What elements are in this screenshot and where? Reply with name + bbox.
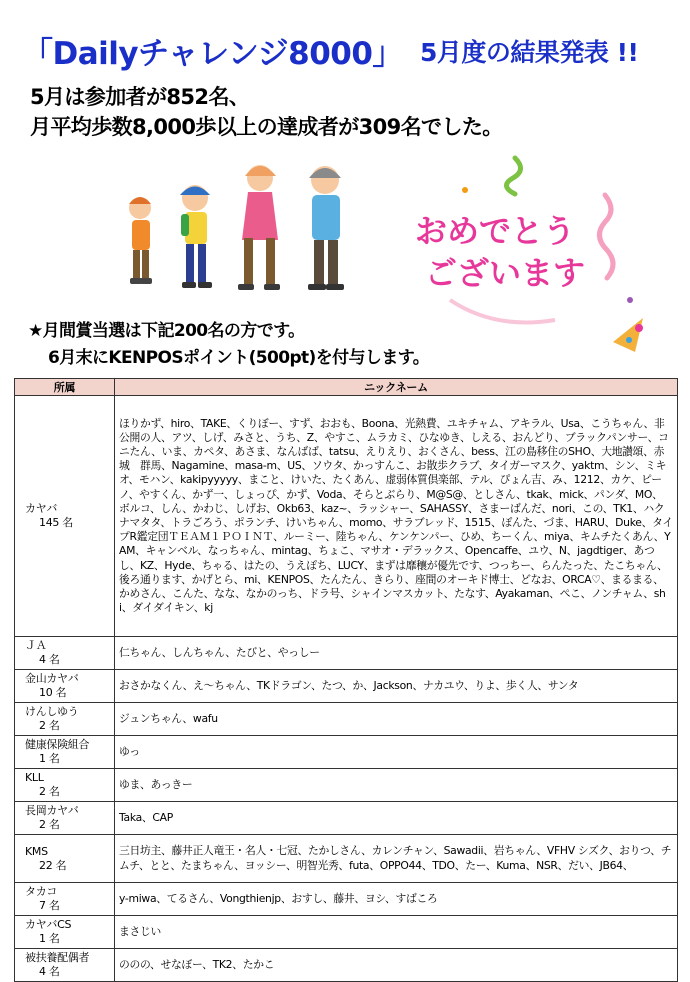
member-count: 4 名	[39, 965, 60, 978]
affiliation-name: カヤバ	[25, 502, 58, 515]
nicknames-cell: ゆっ	[115, 736, 678, 769]
table-header-row	[15, 379, 678, 396]
affiliation-name: ＪＡ	[25, 639, 47, 652]
affiliation-name: 長岡カヤバ	[25, 804, 79, 817]
affiliation-name: タカコ	[25, 885, 58, 898]
affiliation-cell	[15, 396, 115, 637]
affiliation-cell	[15, 949, 115, 982]
nicknames-cell: ジュンちゃん、wafu	[115, 703, 678, 736]
nicknames-cell: Taka、CAP	[115, 802, 678, 835]
challenge-title: 「Dailyチャレンジ8000」	[22, 36, 403, 72]
party-popper-icon	[613, 318, 643, 352]
member-count: 2 名	[39, 719, 60, 732]
nicknames-cell: ののの、せなぼー、TK2、たかこ	[115, 949, 678, 982]
member-count: 1 名	[39, 752, 60, 765]
member-count: 1 名	[39, 932, 60, 945]
table-row	[15, 637, 678, 670]
congratulations-graphic	[395, 150, 670, 370]
affiliation-cell	[15, 835, 115, 883]
member-count: 22 名	[39, 858, 67, 872]
results-subtitle: 5月度の結果発表 !!	[420, 38, 639, 67]
table-row	[15, 916, 678, 949]
table-row	[15, 835, 678, 883]
column-header-affiliation: 所属	[15, 379, 115, 396]
affiliation-cell	[15, 670, 115, 703]
table-row	[15, 703, 678, 736]
summary-text	[30, 82, 503, 142]
child-walker-icon	[129, 197, 152, 284]
affiliation-cell	[15, 736, 115, 769]
award-line-points: 6月末にKENPOSポイント(500pt)を付与します。	[48, 348, 430, 368]
mother-walker-icon	[238, 165, 280, 290]
affiliation-cell	[15, 637, 115, 670]
affiliation-name: KMS	[25, 844, 48, 858]
member-count: 2 名	[39, 785, 60, 798]
affiliation-cell	[15, 802, 115, 835]
award-line-winners: ★月間賞当選は下記200名の方です。	[28, 321, 305, 341]
affiliation-name: 健康保険組合	[25, 738, 90, 751]
member-count: 2 名	[39, 818, 60, 831]
nicknames-cell: ゆま、あっきー	[115, 769, 678, 802]
affiliation-cell	[15, 916, 115, 949]
table-row	[15, 670, 678, 703]
affiliation-name: カヤバCS	[25, 918, 72, 931]
column-header-nickname: ニックネーム	[115, 379, 678, 396]
nicknames-cell: 仁ちゃん、しんちゃん、たびと、やっしー	[115, 637, 678, 670]
member-count: 7 名	[39, 899, 60, 912]
affiliation-name: 金山カヤバ	[25, 672, 79, 685]
summary-line-achievers: 月平均歩数8,000歩以上の達成者が309名でした。	[30, 115, 503, 139]
affiliation-name: 被扶養配偶者	[25, 951, 90, 964]
member-count: 10 名	[39, 686, 67, 699]
announcement-title	[22, 28, 682, 72]
table-row	[15, 736, 678, 769]
table-row	[15, 769, 678, 802]
nicknames-cell: 三日坊主、藤井正人竜王・名人・七冠、たかしさん、カレンチャン、Sawadii、岩ちゃん、VFHV シズク、おりつ、チムチ、とと、たまちゃん、ヨッシー、明智光秀、futa、OPPO44、TDO、たー、Kuma、NSR、だい、JB64、	[115, 835, 678, 883]
summary-line-participants: 5月は参加者が852名、	[30, 85, 250, 109]
table-row	[15, 949, 678, 982]
congrats-line1: おめでとう	[415, 212, 576, 250]
winners-table	[14, 378, 678, 982]
nicknames-cell: ほりかず、hiro、TAKE、くりぼー、すず、おおも、Boona、光熱費、ユキチャム、アキラル、Usa、こうちゃん、非公開の人、アツ、しげ、みさと、うち、Z、やすこ、ムラカミ、ひなゆき、しえる、おんどり、ブラックパンサー、コニたん、いま、カペタ、あさま、なんばば、tatsu、えりえり、おくさん、bess、江の島移住のSHO、大地讃頌、赤城 群馬、Nagamine、masa-m、US、ソウタ、かっすんこ、お散歩クラブ、タイガーマスク、yaktm、シン、ミキオ、モハン、kakipyyyyy、まこと、けいた、たくあん、虚弱体質倶楽部、テル、ぴょん吉、み、1212、カケ、ピーノ、やすくん、かず一、しょっぴ、かず、Voda、そらとぶらり、M@S@、としさん、tkak、mick、パンダ、MO、ボルコ、しん、かわじ、しげお、Okb63、kaz~、ラッシャー、SAHASSY、さまーばんだ、nori、この、TK1、ハクナマタタ、トラごろう、ポランチ、けいちゃん、momo、サラブレッド、1515、ぽんた、づま、HARU、Duke、タイプR鑑定団ＴＥＡＭ１ＰＯＩＮＴ、ルーミー、陸ちゃん、ケンケンパー、ひめ、ちーくん、miya、キムチたくあん、YAM、キャンベル、なっちゃん、mintag、ちょこ、マサオ・デラックス、Opencaffe、ユウ、N、jagdtiger、あつし、KZ、Hyde、ちゃる、はたの、うえぽち、LUCY、まずは靡穰が優先です、つっちー、らんたった、たこちゃん、後ろ通ります、かげとら、mi、KENPOS、たんたん、きらり、座間のオーキド博士、どなお、ORCA♡、まるまる、かめさん、こんた、なな、なかのっち、ドラ号、シャインマスカット、たなす、Ayakaman、ぺこ、ノンチャム、shi、ダイダイキン、kj	[115, 396, 678, 637]
congrats-line2: ございます	[425, 254, 586, 292]
table-row	[15, 802, 678, 835]
table-row	[15, 396, 678, 637]
affiliation-cell	[15, 703, 115, 736]
grandfather-walker-icon	[308, 166, 344, 290]
affiliation-cell	[15, 769, 115, 802]
nicknames-cell: まさじい	[115, 916, 678, 949]
affiliation-cell	[15, 883, 115, 916]
child-walker-icon	[180, 185, 212, 288]
monthly-award-notice	[28, 318, 429, 372]
nicknames-cell: おさかなくん、え～ちゃん、TKドラゴン、たつ、か、Jackson、ナカユウ、りよ、歩く人、サンタ	[115, 670, 678, 703]
affiliation-name: けんしゆう	[25, 705, 79, 718]
affiliation-name: KLL	[25, 771, 44, 784]
table-row	[15, 883, 678, 916]
member-count: 4 名	[39, 653, 60, 666]
member-count: 145 名	[39, 516, 73, 529]
nicknames-cell: y-miwa、てるさん、Vongthienjp、おすし、藤井、ヨシ、すばころ	[115, 883, 678, 916]
walking-family-illustration	[110, 150, 370, 310]
